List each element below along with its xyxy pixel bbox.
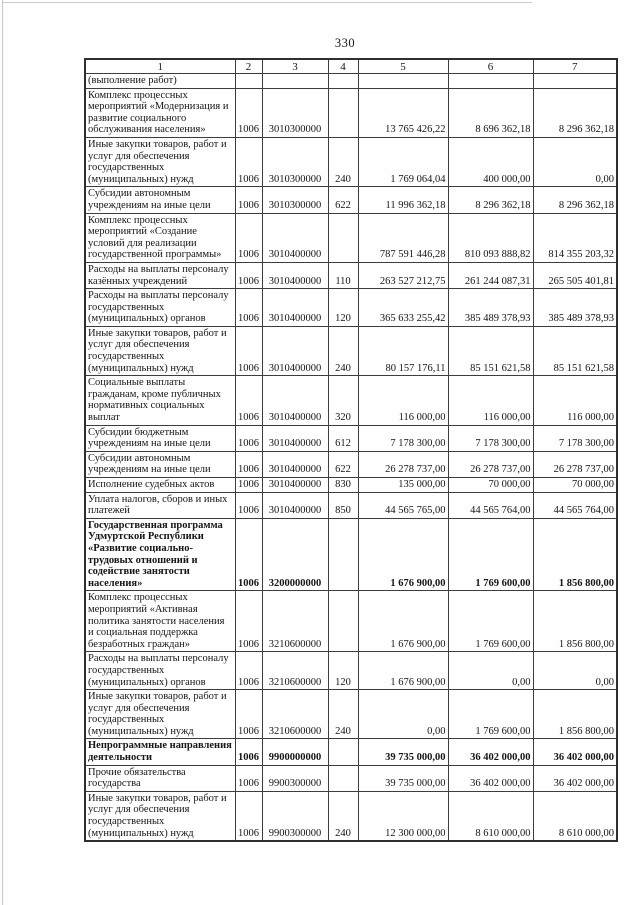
sum1-cell: 116 000,00 (358, 376, 448, 425)
rz-cell: 1006 (235, 187, 262, 213)
table-row (85, 425, 617, 451)
table-row (85, 289, 617, 327)
sum1-cell: 39 735 000,00 (358, 739, 448, 765)
csr-cell: 3010400000 (262, 262, 328, 288)
sum1-cell (358, 74, 448, 89)
vr-cell (328, 88, 358, 137)
sum3-cell: 814 355 203,32 (533, 213, 617, 262)
sum3-cell: 7 178 300,00 (533, 425, 617, 451)
label-cell: Социальные выплаты гражданам, кроме публичных нормативных социальных выплат (85, 376, 235, 425)
sum3-cell: 1 856 800,00 (533, 690, 617, 739)
sum3-cell: 85 151 621,58 (533, 326, 617, 375)
vr-cell: 120 (328, 289, 358, 327)
vr-cell (328, 518, 358, 591)
rz-cell (235, 74, 262, 89)
csr-cell: 9900000000 (262, 739, 328, 765)
vr-cell (328, 591, 358, 652)
csr-cell: 3010400000 (262, 326, 328, 375)
csr-cell: 3010400000 (262, 425, 328, 451)
rz-cell: 1006 (235, 765, 262, 791)
column-header: 6 (448, 59, 533, 74)
csr-cell: 3210600000 (262, 690, 328, 739)
sum2-cell: 1 769 600,00 (448, 591, 533, 652)
sum1-cell: 26 278 737,00 (358, 451, 448, 477)
rz-cell: 1006 (235, 376, 262, 425)
label-cell: Комплекс процессных мероприятий «Активная политика занятости населения и социальная поддержка безработных граждан» (85, 591, 235, 652)
label-cell: Комплекс процессных мероприятий «Модернизация и развитие социального обслуживания населения» (85, 88, 235, 137)
sum3-cell: 0,00 (533, 652, 617, 690)
sum1-cell: 787 591 446,28 (358, 213, 448, 262)
rz-cell: 1006 (235, 213, 262, 262)
rz-cell: 1006 (235, 425, 262, 451)
sum2-cell: 810 093 888,82 (448, 213, 533, 262)
sum3-cell (533, 74, 617, 89)
rz-cell: 1006 (235, 791, 262, 841)
sum3-cell: 385 489 378,93 (533, 289, 617, 327)
csr-cell: 3010400000 (262, 289, 328, 327)
sum1-cell: 1 676 900,00 (358, 652, 448, 690)
vr-cell: 110 (328, 262, 358, 288)
label-cell: Государственная программа Удмуртской Республики «Развитие социально-трудовых отношений и содействие занятости населения» (85, 518, 235, 591)
header-row (85, 59, 617, 74)
csr-cell: 3210600000 (262, 591, 328, 652)
table-row (85, 739, 617, 765)
label-cell: Субсидии автономным учреждениям на иные цели (85, 187, 235, 213)
sum3-cell: 8 296 362,18 (533, 187, 617, 213)
label-cell: Непрограммные направления деятельности (85, 739, 235, 765)
sum1-cell: 11 996 362,18 (358, 187, 448, 213)
rz-cell: 1006 (235, 88, 262, 137)
vr-cell: 240 (328, 791, 358, 841)
csr-cell: 3010400000 (262, 478, 328, 493)
sum2-cell: 36 402 000,00 (448, 765, 533, 791)
table-row (85, 137, 617, 186)
csr-cell: 3010300000 (262, 187, 328, 213)
csr-cell: 3010400000 (262, 451, 328, 477)
csr-cell (262, 74, 328, 89)
vr-cell: 622 (328, 451, 358, 477)
table-row (85, 652, 617, 690)
label-cell: Исполнение судебных актов (85, 478, 235, 493)
sum2-cell: 85 151 621,58 (448, 326, 533, 375)
page-number: 330 (334, 36, 356, 50)
sum1-cell: 1 769 064,04 (358, 137, 448, 186)
budget-table (84, 58, 618, 842)
label-cell: Расходы на выплаты персоналу государственных (муниципальных) органов (85, 289, 235, 327)
table-row (85, 765, 617, 791)
vr-cell (328, 765, 358, 791)
csr-cell: 3200000000 (262, 518, 328, 591)
csr-cell: 3010400000 (262, 213, 328, 262)
csr-cell: 3010300000 (262, 88, 328, 137)
sum1-cell: 365 633 255,42 (358, 289, 448, 327)
table-row (85, 478, 617, 493)
sum2-cell: 261 244 087,31 (448, 262, 533, 288)
label-cell: Расходы на выплаты персоналу государственных (муниципальных) органов (85, 652, 235, 690)
vr-cell: 850 (328, 492, 358, 518)
table-row (85, 591, 617, 652)
sum2-cell: 26 278 737,00 (448, 451, 533, 477)
sum2-cell: 70 000,00 (448, 478, 533, 493)
sum3-cell: 44 565 764,00 (533, 492, 617, 518)
sum2-cell: 44 565 764,00 (448, 492, 533, 518)
table-body (85, 74, 617, 842)
scan-edge-top (2, 2, 532, 3)
sum2-cell: 1 769 600,00 (448, 690, 533, 739)
label-cell: Комплекс процессных мероприятий «Создание условий для реализации государственной программы» (85, 213, 235, 262)
sum3-cell: 8 296 362,18 (533, 88, 617, 137)
sum3-cell: 1 856 800,00 (533, 591, 617, 652)
table-row (85, 451, 617, 477)
sum1-cell: 263 527 212,75 (358, 262, 448, 288)
sum2-cell: 385 489 378,93 (448, 289, 533, 327)
rz-cell: 1006 (235, 518, 262, 591)
sum1-cell: 13 765 426,22 (358, 88, 448, 137)
sum3-cell: 36 402 000,00 (533, 739, 617, 765)
table-row (85, 74, 617, 89)
csr-cell: 3010300000 (262, 137, 328, 186)
label-cell: Уплата налогов, сборов и иных платежей (85, 492, 235, 518)
vr-cell: 120 (328, 652, 358, 690)
rz-cell: 1006 (235, 492, 262, 518)
sum1-cell: 0,00 (358, 690, 448, 739)
sum3-cell: 116 000,00 (533, 376, 617, 425)
vr-cell (328, 213, 358, 262)
sum3-cell: 26 278 737,00 (533, 451, 617, 477)
sum3-cell: 265 505 401,81 (533, 262, 617, 288)
table-row (85, 262, 617, 288)
sum2-cell: 8 696 362,18 (448, 88, 533, 137)
rz-cell: 1006 (235, 326, 262, 375)
vr-cell: 612 (328, 425, 358, 451)
vr-cell: 240 (328, 690, 358, 739)
csr-cell: 9900300000 (262, 765, 328, 791)
table-row (85, 88, 617, 137)
sum3-cell: 36 402 000,00 (533, 765, 617, 791)
vr-cell (328, 739, 358, 765)
sum2-cell: 36 402 000,00 (448, 739, 533, 765)
label-cell: Иные закупки товаров, работ и услуг для обеспечения государственных (муниципальных) нужд (85, 690, 235, 739)
rz-cell: 1006 (235, 591, 262, 652)
table-header (85, 59, 617, 74)
sum2-cell: 116 000,00 (448, 376, 533, 425)
sum1-cell: 135 000,00 (358, 478, 448, 493)
rz-cell: 1006 (235, 262, 262, 288)
csr-cell: 9900300000 (262, 791, 328, 841)
column-header: 3 (262, 59, 328, 74)
column-header: 4 (328, 59, 358, 74)
label-cell: Прочие обязательства государства (85, 765, 235, 791)
sum2-cell: 400 000,00 (448, 137, 533, 186)
rz-cell: 1006 (235, 739, 262, 765)
column-header: 1 (85, 59, 235, 74)
sum1-cell: 80 157 176,11 (358, 326, 448, 375)
rz-cell: 1006 (235, 478, 262, 493)
column-header: 7 (533, 59, 617, 74)
rz-cell: 1006 (235, 652, 262, 690)
sum2-cell: 1 769 600,00 (448, 518, 533, 591)
vr-cell (328, 74, 358, 89)
label-cell: Расходы на выплаты персоналу казённых учреждений (85, 262, 235, 288)
sum1-cell: 44 565 765,00 (358, 492, 448, 518)
rz-cell: 1006 (235, 451, 262, 477)
label-cell: (выполнение работ) (85, 74, 235, 89)
table-row (85, 187, 617, 213)
label-cell: Субсидии бюджетным учреждениям на иные цели (85, 425, 235, 451)
label-cell: Иные закупки товаров, работ и услуг для обеспечения государственных (муниципальных) нужд (85, 137, 235, 186)
sum1-cell: 1 676 900,00 (358, 591, 448, 652)
csr-cell: 3210600000 (262, 652, 328, 690)
rz-cell: 1006 (235, 289, 262, 327)
column-header: 5 (358, 59, 448, 74)
sum2-cell: 7 178 300,00 (448, 425, 533, 451)
table-row (85, 791, 617, 841)
sum1-cell: 7 178 300,00 (358, 425, 448, 451)
sum3-cell: 1 856 800,00 (533, 518, 617, 591)
sum2-cell: 8 610 000,00 (448, 791, 533, 841)
csr-cell: 3010400000 (262, 376, 328, 425)
sum1-cell: 1 676 900,00 (358, 518, 448, 591)
table-row (85, 492, 617, 518)
label-cell: Иные закупки товаров, работ и услуг для обеспечения государственных (муниципальных) нужд (85, 791, 235, 841)
vr-cell: 240 (328, 326, 358, 375)
column-header: 2 (235, 59, 262, 74)
table-row (85, 326, 617, 375)
table-row (85, 518, 617, 591)
vr-cell: 830 (328, 478, 358, 493)
label-cell: Иные закупки товаров, работ и услуг для обеспечения государственных (муниципальных) нужд (85, 326, 235, 375)
sum1-cell: 39 735 000,00 (358, 765, 448, 791)
label-cell: Субсидии автономным учреждениям на иные цели (85, 451, 235, 477)
scan-edge-left (2, 0, 3, 905)
sum3-cell: 70 000,00 (533, 478, 617, 493)
sum2-cell (448, 74, 533, 89)
csr-cell: 3010400000 (262, 492, 328, 518)
vr-cell: 622 (328, 187, 358, 213)
vr-cell: 240 (328, 137, 358, 186)
sum3-cell: 0,00 (533, 137, 617, 186)
rz-cell: 1006 (235, 690, 262, 739)
table-row (85, 690, 617, 739)
sum2-cell: 0,00 (448, 652, 533, 690)
table-row (85, 376, 617, 425)
vr-cell: 320 (328, 376, 358, 425)
rz-cell: 1006 (235, 137, 262, 186)
sum1-cell: 12 300 000,00 (358, 791, 448, 841)
sum3-cell: 8 610 000,00 (533, 791, 617, 841)
table-row (85, 213, 617, 262)
sum2-cell: 8 296 362,18 (448, 187, 533, 213)
